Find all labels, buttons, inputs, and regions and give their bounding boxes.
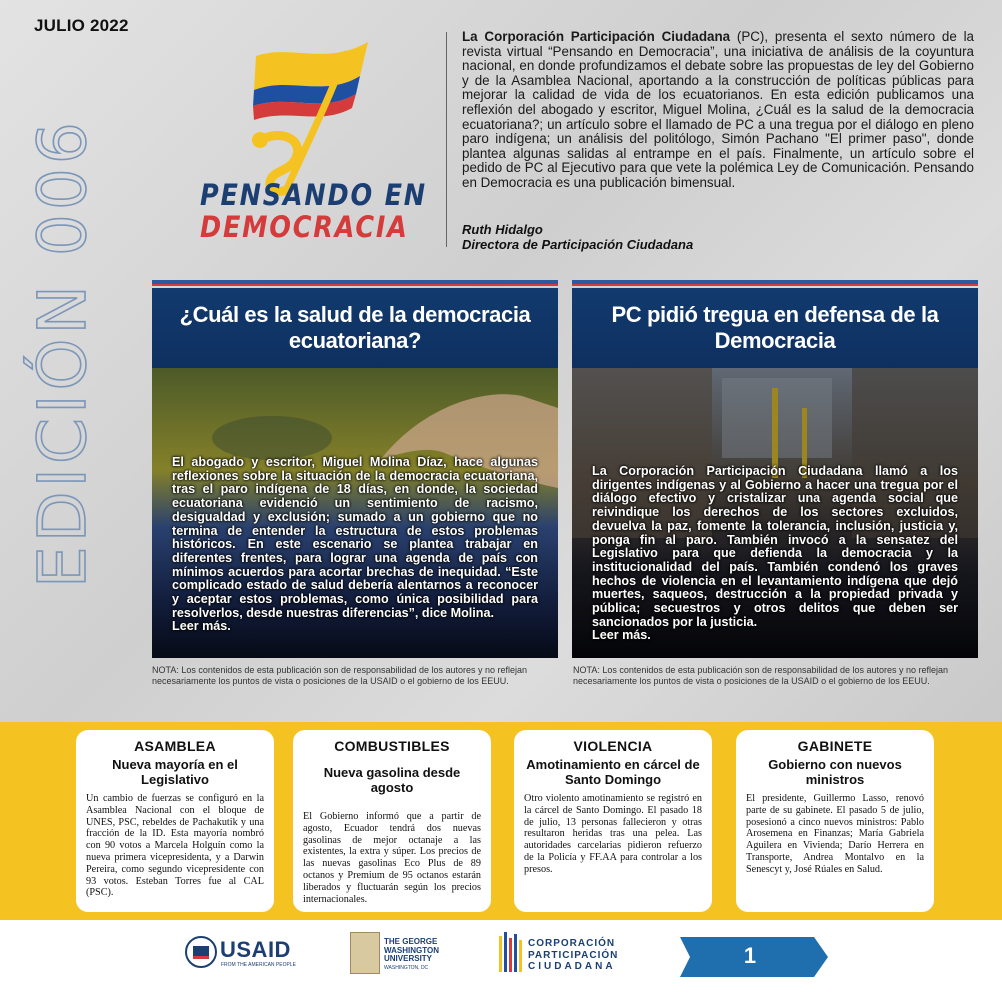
edition-label: EDICIÓN 006 bbox=[24, 118, 101, 588]
logo-title-line1: PENSANDO EN bbox=[200, 178, 427, 212]
gwu-text bbox=[384, 938, 439, 972]
news-body: El presidente, Guillermo Lasso, renovó parte de su gabinete. El pasado 5 de julio, posesionó a cinco nuevos ministros: Pablo Arosemena en Finanzas; María Gabriela Aguilera en Vivienda; Darío Herrera en Transporte, Andrea Montalvo en la Senescyt y, José Rúales en Salud. bbox=[746, 793, 924, 875]
gwu-line: UNIVERSITY bbox=[384, 954, 433, 964]
card-stripe-red bbox=[572, 284, 978, 286]
news-title: Nueva mayoría en el Legislativo bbox=[112, 757, 238, 787]
gwu-line: WASHINGTON bbox=[384, 945, 439, 955]
news-body: Un cambio de fuerzas se configuró en la Asamblea Nacional con el bloque de UNES, PSC, rebeldes de Pachakutik y una fracción de la ID. Esta mayoría nombró con 90 votos a Marcela Holguín como la nueva primera vicepresidenta, y a Darwin Pereira, como segundo vicepresidente con 93 votos. Esteban Torres fue al CAL (PSC). bbox=[86, 793, 264, 899]
news-body: Otro violento amotinamiento se registró en la cárcel de Santo Domingo. El pasado 18 de julio, 13 personas fallecieron y otras resultaron heridas tras una pelea. Las autoridades carcelarias pidieron refuerzo de la Policía y FF.AA para controlar a los presos. bbox=[524, 793, 702, 875]
pc-line: CIUDADANA bbox=[528, 961, 616, 972]
disclaimer-note-right: NOTA: Los contenidos de esta publicación son de responsabilidad de los autores y no reflejan necesariamente los puntos de vista o posiciones de la USAID o el gobierno de los EEUU. bbox=[573, 665, 949, 686]
pc-people-icon bbox=[498, 930, 524, 976]
article-body: La Corporación Participación Ciudadana llamó a los dirigentes indígenas y al Gobierno a hacer una tregua por el diálogo efectivo y cristalizar una agenda social que reivindique los derechos de los sectores excluidos, devuelva la paz, fomente la tolerancia, inclusión, justicia y, ponga fin al paro. También invocó a la sensatez del Legislativo para que defienda la democracia y la institucionalidad del país. También condenó los graves hechos de violencia en el levantamiento indígena que dejó muertes, saqueos, destrucción a la propiedad privada y pública; secuestros y otros delitos que deben ser sancionados por la justicia. bbox=[592, 464, 958, 629]
usaid-seal-icon bbox=[184, 935, 218, 969]
logo-title-line2: DEMOCRACIA bbox=[200, 210, 409, 244]
signature bbox=[462, 222, 693, 252]
news-category: VIOLENCIA bbox=[573, 738, 653, 754]
news-title: Nueva gasolina desde agosto bbox=[323, 765, 461, 795]
gwu-line: THE GEORGE bbox=[384, 937, 438, 946]
news-title: Amotinamiento en cárcel de Santo Domingo bbox=[526, 757, 700, 787]
news-box-violencia[interactable] bbox=[514, 730, 712, 912]
intro-paragraph bbox=[462, 30, 974, 191]
news-category: ASAMBLEA bbox=[134, 738, 216, 754]
news-box-asamblea[interactable] bbox=[76, 730, 274, 912]
news-box-combustibles[interactable] bbox=[293, 730, 491, 912]
card-stripe-red bbox=[152, 284, 558, 286]
intro-body: (PC), presenta el sexto número de la revista virtual “Pensando en Democracia”, una iniciativa de análisis de la coyuntura nacional, en donde profundizamos el debate sobre las propuestas de ley del Gobierno y de la Asamblea Nacional, aportando a la construcción de políticas públicas para mejorar la calidad de vida de los ecuatorianos. En esta edición publicamos una reflexión del abogado y escritor, Miguel Molina, ¿Cuál es la salud de la democracia ecuatoriana?; un artículo sobre el llamado de PC a una tregua por el diálogo en pleno paro indígena; un análisis del politólogo, Simón Pachano "El primer paso", donde plantea algunas salidas al entrampe en el país. Finalmente, un artículo sobre el pedido de PC al Ejecutivo para que vete la polémica Ley de Comunicación. Pensando en Democracia es una publicación bimensual. bbox=[462, 29, 974, 190]
signature-name: Ruth Hidalgo bbox=[462, 222, 543, 237]
pc-text bbox=[528, 938, 618, 973]
read-more-link[interactable]: Leer más. bbox=[592, 628, 651, 643]
article-title[interactable]: ¿Cuál es la salud de la democracia ecuatoriana? bbox=[152, 288, 558, 368]
news-box-gabinete[interactable] bbox=[736, 730, 934, 912]
article-card-democracy[interactable] bbox=[152, 280, 558, 658]
read-more-link[interactable]: Leer más. bbox=[172, 619, 231, 634]
signature-role: Directora de Participación Ciudadana bbox=[462, 237, 694, 252]
news-category: COMBUSTIBLES bbox=[334, 738, 450, 754]
news-body: El Gobierno informó que a partir de agosto, Ecuador tendrá dos nuevas gasolinas de mejor octanaje a las existentes, la extra y súper. Los precios de las nuevas gasolinas Eco Plus de 89 octanos y Premium de 95 octanos estarán liberados y fluctuarán según los precios internacionales. bbox=[303, 811, 481, 905]
gwu-city: WASHINGTON, DC bbox=[384, 964, 429, 971]
article-text bbox=[592, 465, 958, 643]
intro-org: La Corporación Participación Ciudadana bbox=[462, 29, 731, 44]
gwu-portrait-icon bbox=[350, 932, 380, 974]
divider bbox=[446, 32, 447, 247]
usaid-text: USAID bbox=[220, 937, 291, 962]
disclaimer-note-left: NOTA: Los contenidos de esta publicación son de responsabilidad de los autores y no reflejan necesariamente los puntos de vista o posiciones de la USAID o el gobierno de los EEUU. bbox=[152, 665, 528, 686]
news-title: Gobierno con nuevos ministros bbox=[768, 757, 902, 787]
article-text bbox=[172, 456, 538, 634]
page-number-tab bbox=[680, 937, 828, 977]
pc-line: PARTICIPACIÓN bbox=[528, 949, 619, 961]
article-title[interactable]: PC pidió tregua en defensa de la Democracia bbox=[572, 288, 978, 368]
news-category: GABINETE bbox=[797, 738, 873, 754]
article-card-tregua[interactable] bbox=[572, 280, 978, 658]
article-photo bbox=[152, 368, 558, 658]
article-body: El abogado y escritor, Miguel Molina Díaz, hace algunas reflexiones sobre la situación de la democracia ecuatoriana, tras el paro indígena de 18 días, en donde, la sociedad ecuatoriana evidenció un sentimiento de racismo, desigualdad y exclusión; sumado a un gobierno que no termina de entender la estructura de estos problemas históricos. En este escenario se plantea trabajar en diferentes frentes, para lograr una agenda de país con mínimos acuerdos para acortar brechas de inequidad. “Este complicado estado de salud debería alentarnos a reconocer y aceptar estos problemas, como única posibilidad para resolverlos, desde nuestras diferencias”, dice Molina. bbox=[172, 455, 538, 620]
pc-line: CORPORACIÓN bbox=[528, 938, 616, 949]
usaid-tagline: FROM THE AMERICAN PEOPLE bbox=[221, 962, 296, 968]
issue-date: JULIO 2022 bbox=[34, 16, 129, 35]
page-number: 1 bbox=[743, 943, 757, 968]
article-photo bbox=[572, 368, 978, 658]
